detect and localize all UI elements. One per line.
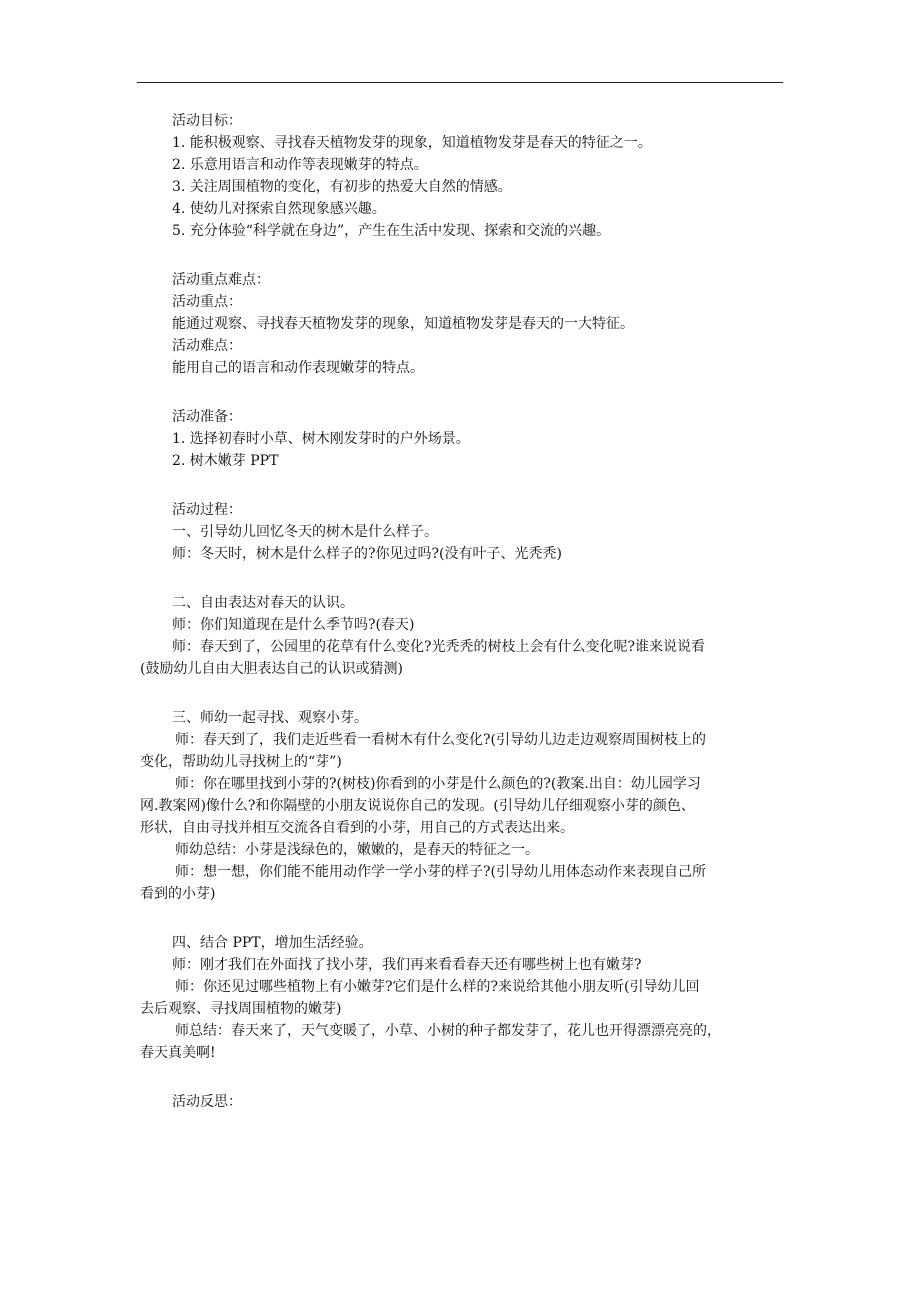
step2-line: 师：你们知道现在是什么季节吗?(春天) (172, 617, 415, 633)
process-heading: 活动过程： (172, 502, 242, 518)
step3-line: 看到的小芽) (140, 886, 216, 902)
step3-title: 三、师幼一起寻找、观察小芽。 (172, 710, 368, 726)
prep-heading: 活动准备： (172, 409, 242, 425)
step3-line: 网.教案网)像什么?和你隔壁的小朋友说说你自己的发现。(引导幼儿仔细观察小芽的颜色、 (140, 798, 695, 814)
difficulty-text: 能用自己的语言和动作表现嫩芽的特点。 (172, 360, 424, 376)
step3-line: 师：想一想，你们能不能用动作学一学小芽的样子?(引导幼儿用体态动作来表现自己所 (175, 864, 706, 880)
step4-title: 四、结合 PPT，增加生活经验。 (172, 935, 373, 951)
goal-item: 1. 能积极观察、寻找春天植物发芽的现象，知道植物发芽是春天的特征之一。 (172, 135, 652, 151)
focus-label: 活动重点： (172, 294, 242, 310)
step3-line: 形状，自由寻找并相互交流各自看到的小芽，用自己的方式表达出来。 (140, 820, 574, 836)
step3-line: 师：你在哪里找到小芽的?(树枝)你看到的小芽是什么颜色的?(教案.出自：幼儿园学习 (175, 776, 701, 792)
step3-line: 变化，帮助幼儿寻找树上的“芽”) (140, 754, 342, 770)
step4-line: 师：刚才我们在外面找了找小芽，我们再来看看春天还有哪些树上也有嫩芽? (172, 957, 642, 973)
step2-line: (鼓励幼儿自由大胆表达自己的认识或猜测) (140, 661, 403, 677)
focus-text: 能通过观察、寻找春天植物发芽的现象，知道植物发芽是春天的一大特征。 (172, 316, 634, 332)
step4-line: 师总结：春天来了，天气变暖了，小草、小树的种子都发芽了，花儿也开得漂漂亮亮的， (175, 1023, 721, 1039)
document-body (140, 110, 786, 1113)
step4-line: 师：你还见过哪些植物上有小嫩芽?它们是什么样的?来说给其他小朋友听(引导幼儿回 (175, 979, 700, 995)
step1-line: 师：冬天时，树木是什么样子的?你见过吗?(没有叶子、光秃秃) (172, 546, 562, 562)
reflection-heading: 活动反思： (172, 1094, 242, 1110)
step4-line: 去后观察、寻找周围植物的嫩芽) (140, 1001, 342, 1017)
goal-item: 4. 使幼儿对探索自然现象感兴趣。 (172, 201, 386, 217)
step2-title: 二、自由表达对春天的认识。 (172, 595, 354, 611)
step4-line: 春天真美啊! (140, 1045, 216, 1061)
step3-line: 师：春天到了，我们走近些看一看树木有什么变化?(引导幼儿边走边观察周围树枝上的 (175, 732, 706, 748)
step2-line: 师：春天到了，公园里的花草有什么变化?光秃秃的树枝上会有什么变化呢?谁来说说看 (172, 639, 706, 655)
prep-item: 2. 树木嫩芽 PPT (172, 453, 279, 469)
goals-heading: 活动目标： (172, 113, 242, 129)
step3-line: 师幼总结：小芽是浅绿色的，嫩嫩的，是春天的特征之一。 (175, 842, 539, 858)
difficulty-label: 活动难点： (172, 338, 242, 354)
keypoints-heading: 活动重点难点： (172, 272, 270, 288)
header-rule (137, 82, 783, 83)
prep-item: 1. 选择初春时小草、树木刚发芽时的户外场景。 (172, 431, 470, 447)
goal-item: 3. 关注周围植物的变化，有初步的热爱大自然的情感。 (172, 179, 512, 195)
goal-item: 2. 乐意用语言和动作等表现嫩芽的特点。 (172, 157, 428, 173)
step1-title: 一、引导幼儿回忆冬天的树木是什么样子。 (172, 524, 438, 540)
goal-item: 5. 充分体验“科学就在身边”，产生在生活中发现、探索和交流的兴趣。 (172, 223, 611, 239)
